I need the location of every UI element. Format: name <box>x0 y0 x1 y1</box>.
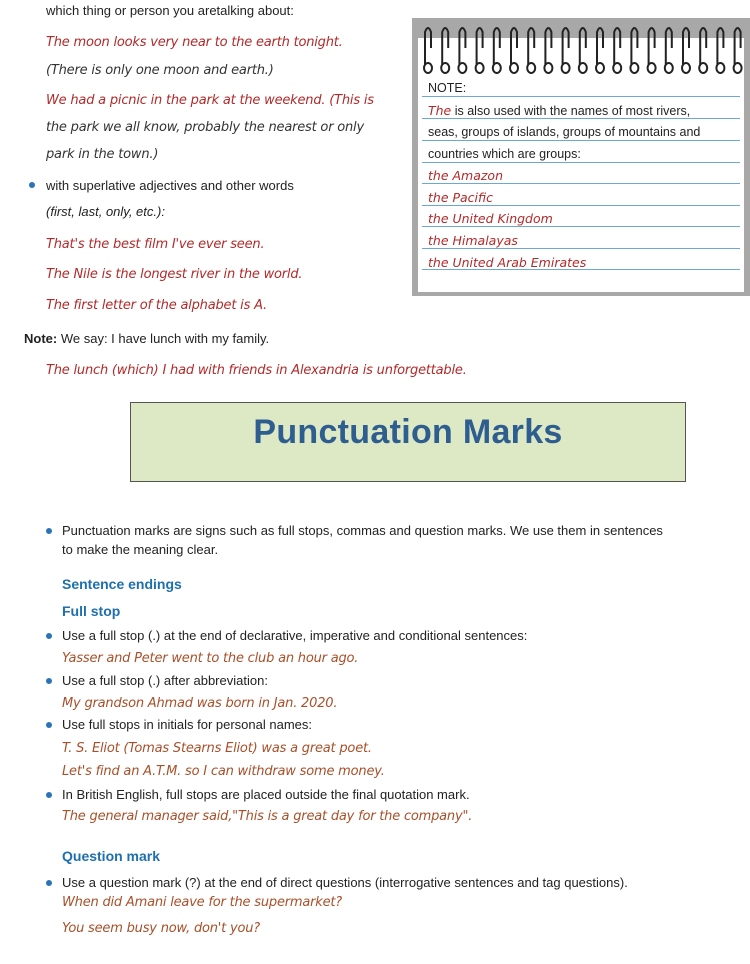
section-title: Punctuation Marks <box>253 412 563 451</box>
full-stop-rule2: Use a full stop (.) after abbreviation: <box>62 673 268 688</box>
example-park-line3: park in the town.) <box>46 147 159 162</box>
bullet-dot <box>46 633 52 639</box>
note-example-amazon: the Amazon <box>428 168 504 183</box>
full-stop-example2: My grandson Ahmad was born in Jan. 2020. <box>62 696 338 711</box>
full-stop-rule3: Use full stops in initials for personal names: <box>62 717 313 732</box>
heading-sentence-endings: Sentence endings <box>62 576 182 592</box>
full-stop-example1: Yasser and Peter went to the club an hour ago. <box>62 651 359 666</box>
superlative-bullet-line2: (first, last, only, etc.): <box>46 204 165 219</box>
example-nile: The Nile is the longest river in the world. <box>46 267 303 282</box>
bullet-dot <box>46 722 52 728</box>
punctuation-intro-line1: Punctuation marks are signs such as full stops, commas and question marks. We use them in sentences <box>62 523 663 538</box>
note-example-uae: the United Arab Emirates <box>428 255 587 270</box>
superlative-bullet: with superlative adjectives and other words <box>46 178 294 193</box>
bullet-dot <box>46 528 52 534</box>
example-alphabet: The first letter of the alphabet is A. <box>46 298 267 313</box>
note-example-pacific: the Pacific <box>428 190 493 205</box>
note-box-line1 <box>428 103 690 118</box>
bullet-dot <box>29 182 35 188</box>
example-lunch: The lunch (which) I had with friends in Alexandria is unforgettable. <box>46 363 467 378</box>
bullet-dot <box>46 880 52 886</box>
note-paper <box>418 78 744 292</box>
intro-text: which thing or person you aretalking about: <box>46 3 294 18</box>
question-mark-rule1: Use a question mark (?) at the end of direct questions (interrogative sentences and tag questions). <box>62 875 628 890</box>
punctuation-intro-line2: to make the meaning clear. <box>62 542 219 557</box>
note-example-uk: the United Kingdom <box>428 211 553 226</box>
example-moon-note: (There is only one moon and earth.) <box>46 63 274 78</box>
note-notebook <box>412 18 750 296</box>
note-the-word: The <box>428 103 452 118</box>
note-text: We say: I have lunch with my family. <box>57 331 270 346</box>
note-box-label: NOTE: <box>428 81 467 95</box>
question-mark-example1: When did Amani leave for the supermarket? <box>62 895 342 910</box>
full-stop-example3b: Let's find an A.T.M. so I can withdraw some money. <box>62 764 385 779</box>
question-mark-example2: You seem busy now, don't you? <box>62 921 260 936</box>
full-stop-example4: The general manager said,"This is a great day for the company". <box>62 809 473 824</box>
bullet-dot <box>46 792 52 798</box>
note-example-himalayas: the Himalayas <box>428 233 518 248</box>
note-box-line2: seas, groups of islands, groups of mountains and <box>428 125 701 139</box>
example-best-film: That's the best film I've ever seen. <box>46 237 265 252</box>
note-box-line3: countries which are groups: <box>428 147 581 161</box>
spiral-binding-icon <box>412 18 750 78</box>
note-line <box>24 331 269 346</box>
full-stop-rule1: Use a full stop (.) at the end of declarative, imperative and conditional sentences: <box>62 628 528 643</box>
heading-question-mark: Question mark <box>62 848 161 864</box>
example-park-line1: We had a picnic in the park at the weekend. (This is <box>46 93 374 108</box>
full-stop-rule4: In British English, full stops are placed outside the final quotation mark. <box>62 787 470 802</box>
heading-full-stop: Full stop <box>62 603 121 619</box>
bullet-dot <box>46 678 52 684</box>
note-label: Note: <box>24 331 58 346</box>
example-moon: The moon looks very near to the earth tonight. <box>46 35 343 50</box>
section-title-box <box>130 402 686 482</box>
full-stop-example3a: T. S. Eliot (Tomas Stearns Eliot) was a great poet. <box>62 741 372 756</box>
note-box-line1-rest: is also used with the names of most rivers, <box>451 104 691 118</box>
example-park-line2: the park we all know, probably the nearest or only <box>46 120 364 135</box>
